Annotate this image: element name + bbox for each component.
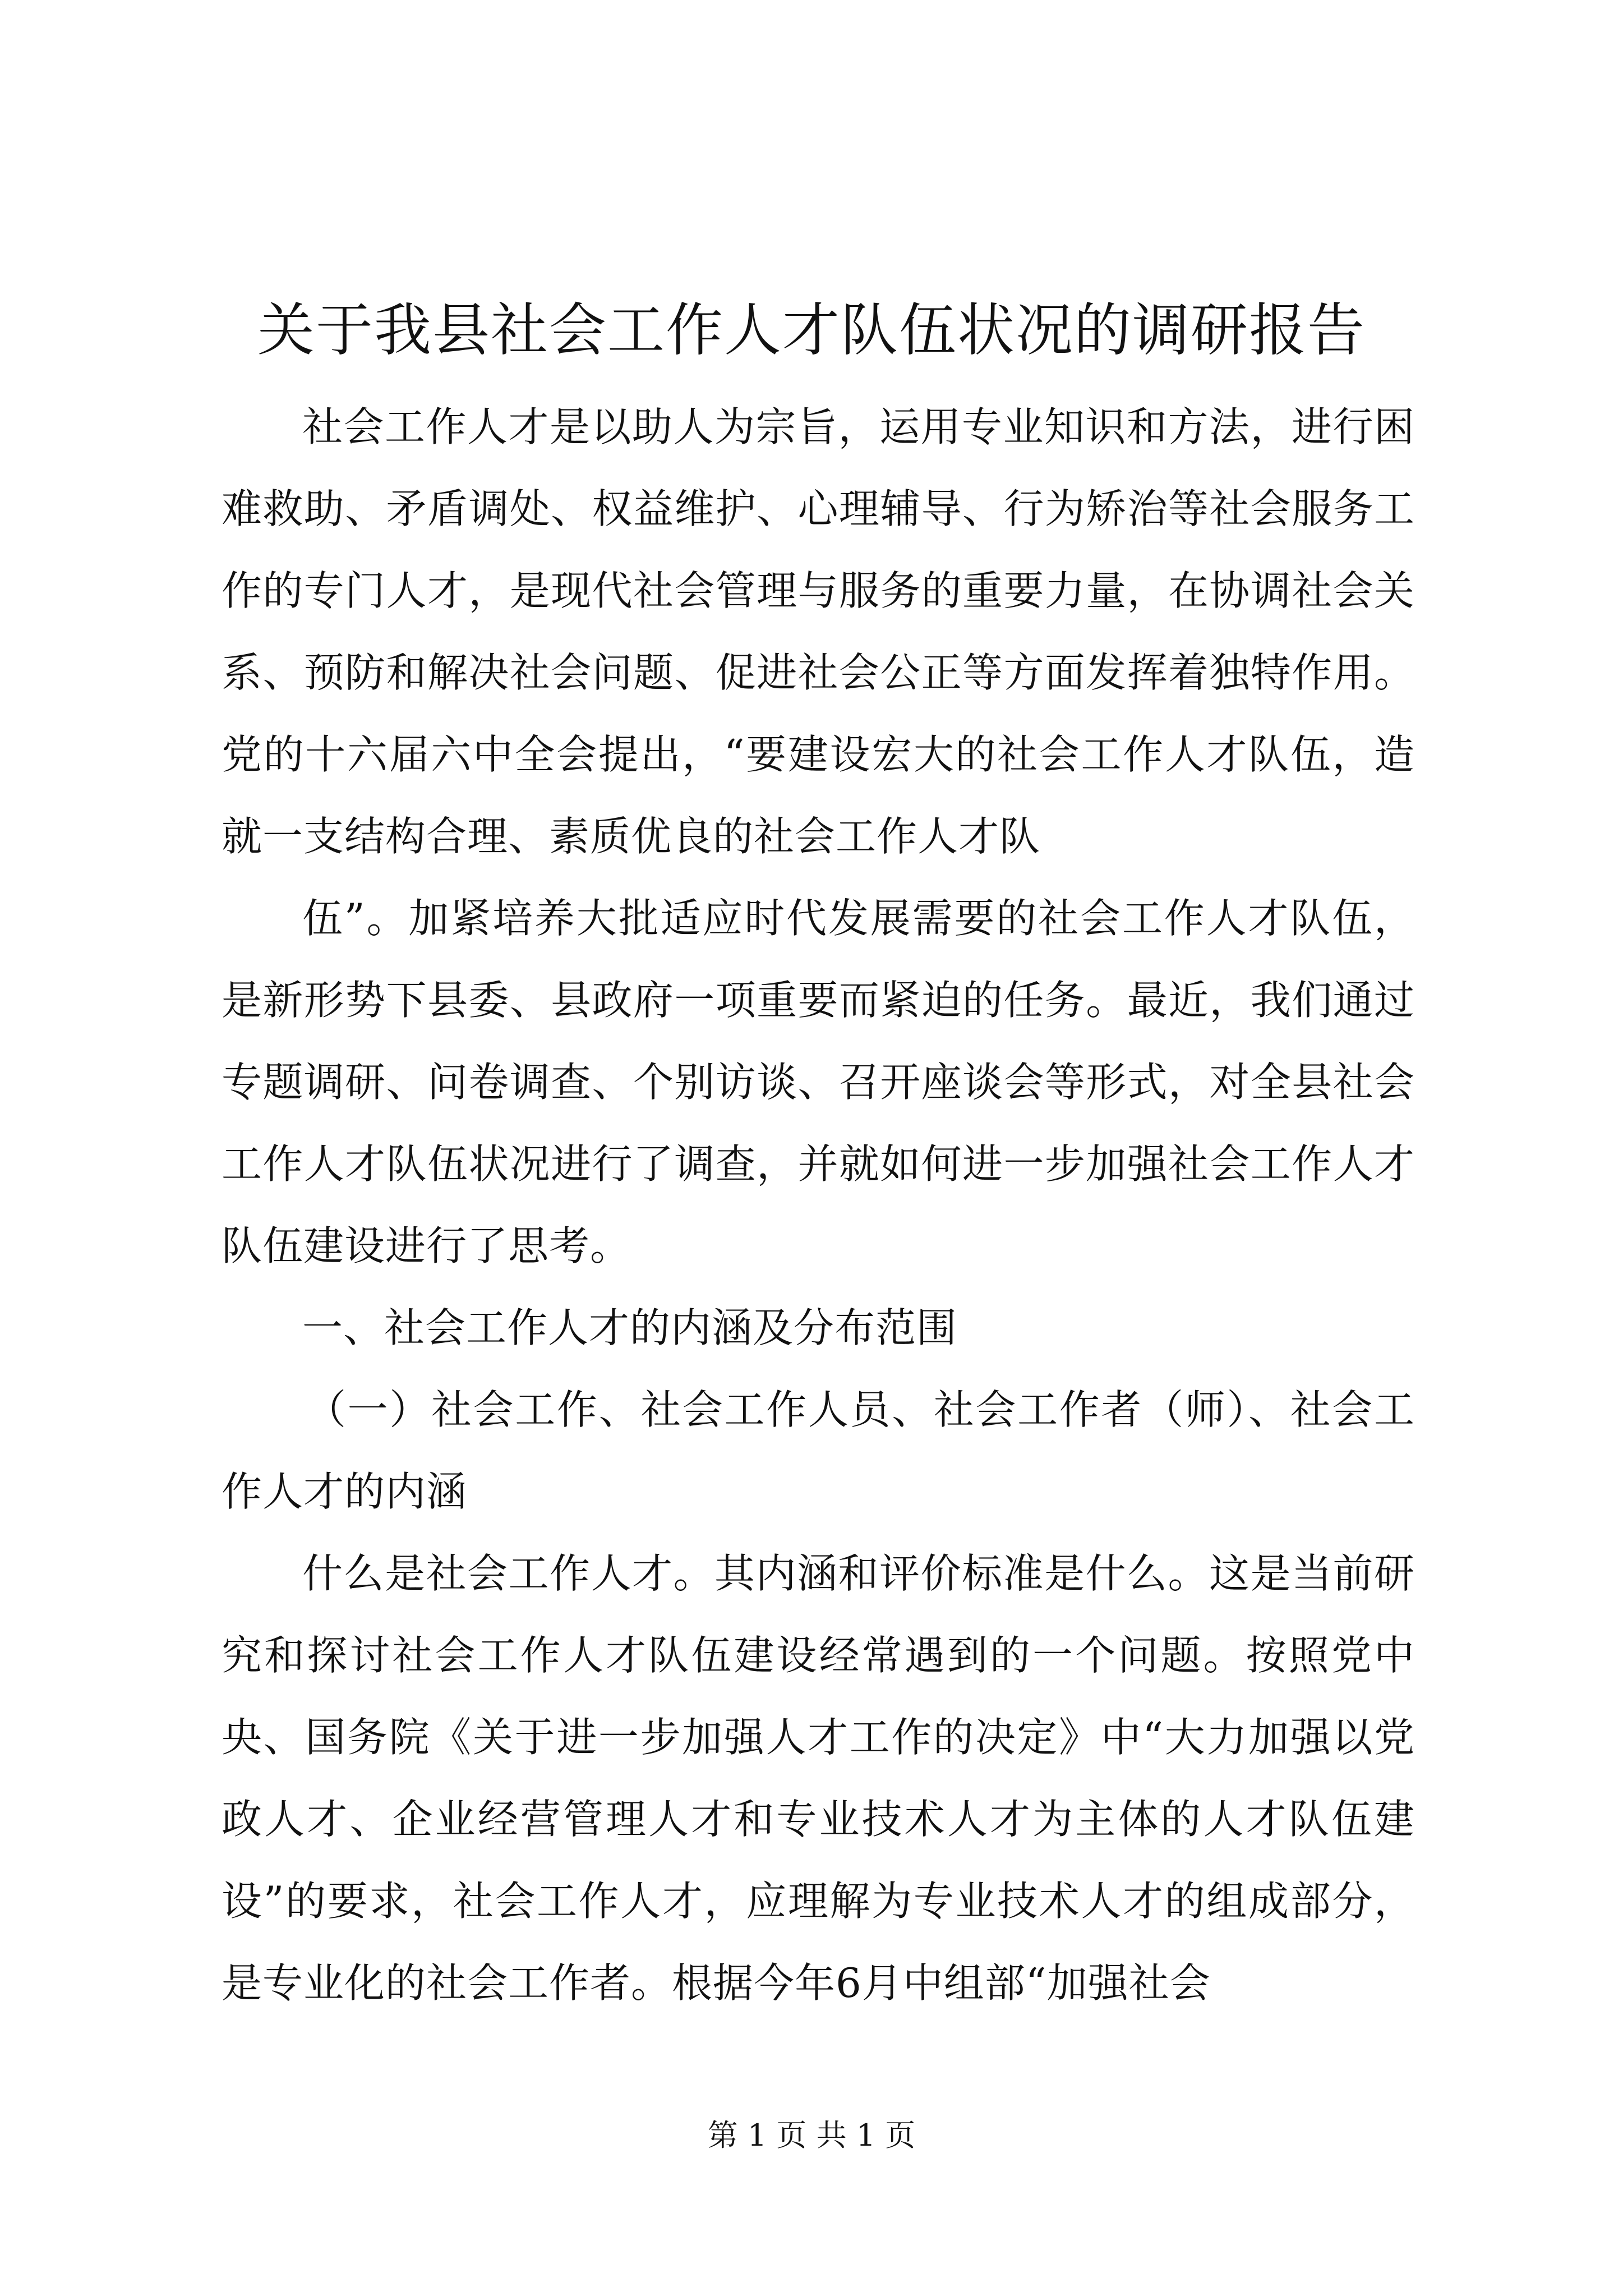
paragraph-intro: 社会工作人才是以助人为宗旨，运用专业知识和方法，进行困难救助、矛盾调处、权益维护、心理辅导、行为矫治等社会服务工作的专门人才，是现代社会管理与服务的重要力量，在协调社会关系、预防和解决社会问题、促进社会公正等方面发挥着独特作用。党的十六届六中全会提出，“要建设宏大的社会工作人才队伍，造就一支结构合理、素质优良的社会工作人才队 [222, 403, 1415, 860]
page-footer: 第 1 页 共 1 页 [707, 2118, 916, 2153]
section-heading-1: 一、社会工作人才的内涵及分布范围 [302, 1304, 958, 1351]
document-title: 关于我县社会工作人才队伍状况的调研报告 [257, 297, 1366, 364]
document-body [222, 386, 1415, 2024]
paragraph-background: 伍”。加紧培养大批适应时代发展需要的社会工作人才队伍，是新形势下县委、县政府一项重要而紧迫的任务。最近，我们通过专题调研、问卷调查、个别访谈、召开座谈会等形式，对全县社会工作人才队伍状况进行了调查，并就如何进一步加强社会工作人才队伍建设进行了思考。 [222, 895, 1415, 1269]
subsection-heading-1: （一）社会工作、社会工作人员、社会工作者（师）、社会工作人才的内涵 [222, 1386, 1415, 1515]
paragraph-definition: 什么是社会工作人才。其内涵和评价标准是什么。这是当前研究和探讨社会工作人才队伍建设经常遇到的一个问题。按照党中央、国务院《关于进一步加强人才工作的决定》中“大力加强以党政人才、企业经营管理人才和专业技术人才为主体的人才队伍建设”的要求，社会工作人才，应理解为专业技术人才的组成部分，是专业化的社会工作者。根据今年6月中组部“加强社会 [222, 1550, 1415, 2007]
